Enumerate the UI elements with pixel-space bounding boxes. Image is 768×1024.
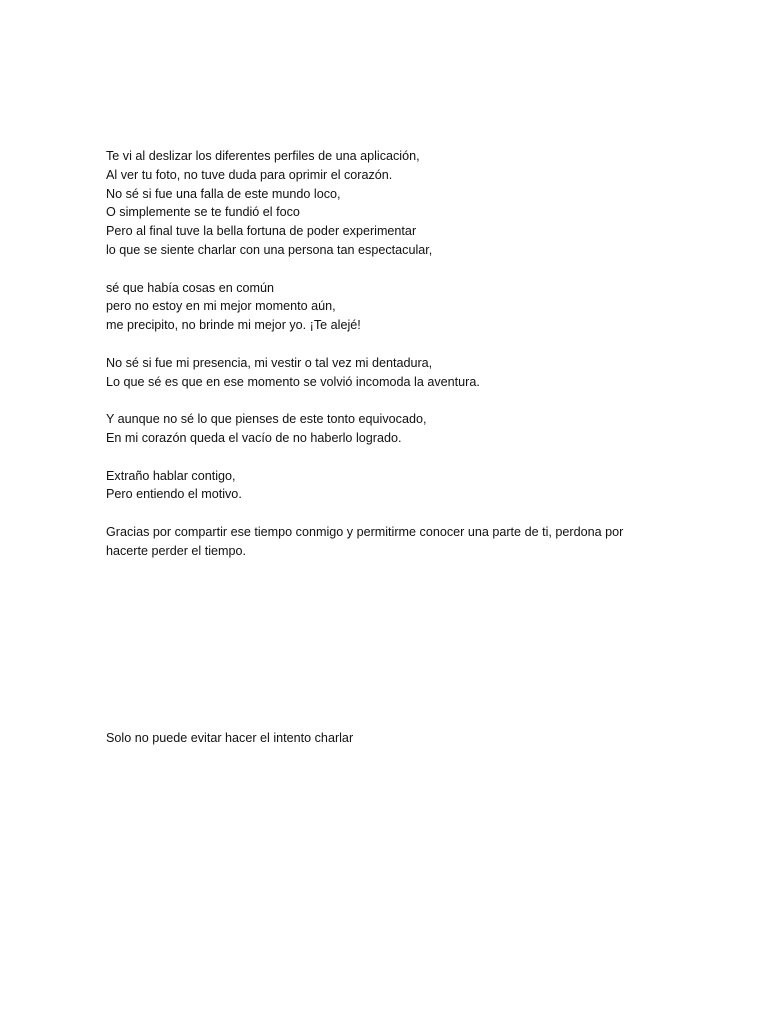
stanza-3 [106,354,666,392]
poem-line: sé que había cosas en común [106,280,275,295]
stanza-4 [106,410,666,448]
closing-paragraph: Gracias por compartir ese tiempo conmigo y permitirme conocer una parte de ti, perdona por hacerte perder el tiempo. [106,524,624,558]
stanza-2 [106,279,666,335]
poem-line: me precipito, no brinde mi mejor yo. ¡Te alejé! [106,318,361,333]
poem-line: Y aunque no sé lo que pienses de este tonto equivocado, [106,412,427,427]
closing-paragraph-block [106,523,666,561]
poem-line: No sé si fue mi presencia, mi vestir o tal vez mi dentadura, [106,355,433,370]
poem-line: No sé si fue una falla de este mundo loco, [106,186,341,201]
poem-line: En mi corazón queda el vacío de no haberlo logrado. [106,430,402,445]
poem-line: Extraño hablar contigo, [106,468,236,483]
poem-line: Lo que sé es que en ese momento se volvió incomoda la aventura. [106,374,480,389]
stanza-1 [106,147,666,260]
poem-line: O simplemente se te fundió el foco [106,205,300,220]
poem-line: lo que se siente charlar con una persona tan espectacular, [106,242,433,257]
poem-body [106,147,666,579]
poem-line: Al ver tu foto, no tuve duda para oprimir el corazón. [106,167,393,182]
poem-line: pero no estoy en mi mejor momento aún, [106,299,336,314]
poem-line: Te vi al deslizar los diferentes perfiles de una aplicación, [106,149,420,163]
poem-line: Pero entiendo el motivo. [106,487,242,502]
footer-line: Solo no puede evitar hacer el intento charlar [106,731,354,745]
stanza-5 [106,467,666,505]
poem-line: Pero al final tuve la bella fortuna de poder experimentar [106,224,417,239]
